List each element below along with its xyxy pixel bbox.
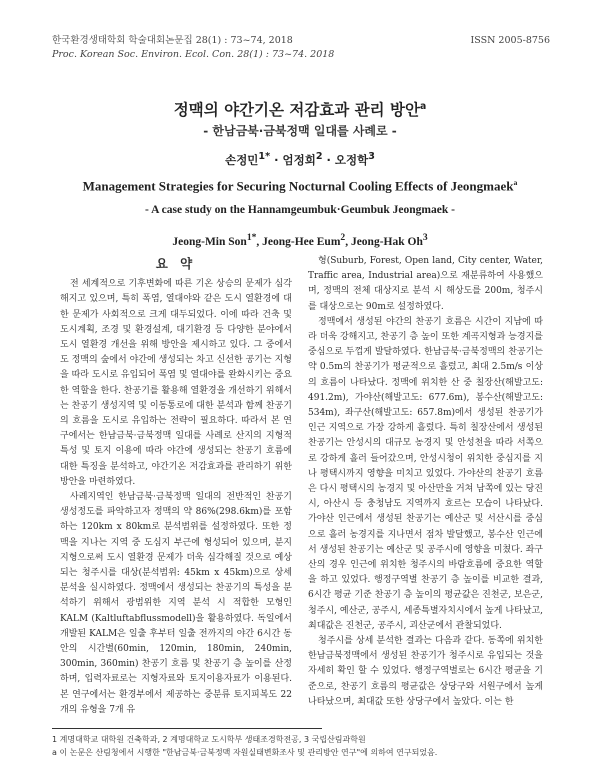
author-name: Jeong-Hak Oh — [350, 235, 423, 248]
title-en-footnote-mark: a — [513, 178, 518, 187]
author-separator: · — [270, 152, 283, 167]
author-affiliation-mark: 1* — [258, 151, 271, 162]
author-name: 손정민 — [225, 152, 259, 167]
footnote: 1 계명대학교 대학원 건축학과, 2 계명대학교 도시학부 생태조경학전공, 3 국립산림과학원 — [52, 735, 366, 744]
author-affiliation-mark: 3 — [422, 232, 428, 243]
author-separator: , — [345, 235, 351, 248]
journal-citation-en: Proc. Korean Soc. Environ. Ecol. Con. 28(1) : 73~74. 2018 — [52, 49, 335, 60]
paper-title-en — [0, 178, 600, 194]
author-affiliation-mark: 1* — [246, 232, 257, 243]
author-separator: · — [322, 152, 335, 167]
paper-subtitle-ko: - 한남금북·금북정맥 일대를 사례로 - — [203, 124, 397, 138]
paper-title-ko — [0, 98, 600, 120]
paper-title-en-text: Management Strategies for Securing Nocturnal Cooling Effects of Jeongmaek — [82, 178, 514, 194]
paper-subtitle-en: - A case study on the Hannamgeumbuk·Geumbuk Jeongmaek - — [145, 204, 455, 216]
journal-citation-ko: 한국환경생태학회 학술대회논문집 28(1) : 73~74, 2018 — [52, 35, 293, 46]
abstract-paragraph: 전 세계적으로 기후변화에 따른 기온 상승의 문제가 심각해지고 있으며, 특히 폭염, 열대야와 같은 도시 열환경에 대한 문제가 사회적으로 크게 대두되었다. 이에 따라 건축 및 도시계획, 조경 및 환경설계, 대기환경 등 다양한 분야에서 도시 열환경 개선을 위해 방안을 제시하고 있다. 그 중에서도 정맥의 숲에서 야간에 생성되는 차고 신선한 공기는 지형을 따라 도시로 유입되어 폭염 및 열대야를 완화시키는 중요한 역할을 한다. 찬공기를 활용해 열환경을 개선하기 위해서는 찬공기 생성지역 및 이동통로에 대한 분석과 함께 찬공기의 흐름을 도시로 유입하는 전략이 필요하다. 따라서 본 연구에서는 한남금북·금북정맥 일대를 사례로 산지의 지형적 특성 및 토지 이용에 따라 야간에 생성되는 찬공기 흐름에 대한 특징을 분석하고, 야간기온 저감효과를 관리하기 위한 방안을 마련하였다. — [60, 279, 292, 487]
author-name: 오정학 — [334, 152, 369, 167]
author-list-en — [0, 232, 600, 248]
abstract-paragraph: 사례지역인 한남금북·금북정맥 일대의 전반적인 찬공기 생성정도를 파악하고자 정맥의 약 86%(298.6km)를 포함하는 120km x 80km로 분석범위를 설정하였다. 또한 정맥을 지나는 지역 중 도심지 부근에 형성되어 있으며, 분지지형으로써 도시 열환경 문제가 더욱 심각해질 것으로 예상되는 청주시를 대상(분석범위: 45km x 45km)으로 상세 분석을 실시하였다. 정맥에서 생성되는 찬공기의 특성을 분석하기 위해서 광범위한 지역 분석 시 적합한 모형인 KALM (Kaltluftabflussmodell)을 활용하였다. 독일에서 개발된 KALM은 일출 후부터 일출 전까지의 야간 6시간 동안의 시간별(60min, 120min, 180min, 240min, 300min, 360min) 찬공기 흐름 및 찬공기 층 높이를 산정하며, 입력자료로는 지형자료와 토지이용자료가 이용된다. 본 연구에서는 환경부에서 제공하는 중분류 토지피복도 22개의 유형을 7개 유 — [60, 492, 292, 715]
issn: ISSN 2005-8756 — [470, 35, 550, 46]
abstract-heading: 요 약 — [155, 256, 197, 271]
abstract-column-left — [60, 254, 292, 718]
footnote-divider — [52, 728, 322, 729]
author-name: Jeong-Hee Eum — [262, 235, 341, 248]
abstract-column-right — [308, 254, 543, 710]
author-affiliation-mark: 2 — [315, 151, 323, 162]
author-name: Jeong-Min Son — [172, 235, 247, 248]
abstract-paragraph: 청주시를 상세 분석한 결과는 다음과 같다. 동쪽에 위치한 한남금북정맥에서 생성된 찬공기가 청주시로 유입되는 것을 자세히 확인 할 수 있었다. 행정구역별로는 6시간 평균을 기준으로, 찬공기 흐름의 평균값은 상당구와 서원구에서 높게 나타났으며, 최대값 또한 상당구에서 높았다. 이는 한 — [308, 636, 543, 707]
footnote: a 이 논문은 산림청에서 시행한 "한남금북·금북정맥 자원실태변화조사 및 관리방안 연구"에 의하여 연구되었음. — [52, 748, 438, 757]
author-list-ko — [0, 151, 600, 168]
abstract-paragraph: 정맥에서 생성된 야간의 찬공기 흐름은 시간이 지남에 따라 더욱 강해지고, 찬공기 층 높이 또한 계곡지형과 능경지를 중심으로 두껍게 발달하였다. 한남금북·금북정맥의 찬공기는 약 0.5m의 찬공기가 평균적으로 흘렀고, 최대 2.5m/s 이상의 흐름이 나타났다. 정맥에 위치한 산 중 칠장산(해발고도: 491.2m), 가야산(해발고도: 677.6m), 봉수산(해발고도: 534m), 좌구산(해발고도: 657.8m)에서 생성된 찬공기가 인근 지역으로 가장 강하게 흘렀다. 특히 칠장산에서 생성된 찬공기는 안성시의 대규모 농경지 및 안성천을 따라 서쪽으로 강하게 흘러 들어갔으며, 안성시청이 위치한 중심지를 지나 평택시까지 영향을 미치고 있었다. 가야산의 찬공기 흐름은 다시 평택시의 농경지 및 아산만을 거쳐 남쪽에 있는 당진시, 아산시 등 충청남도 지역까지 흐르는 모습이 나타났다. 가야산 인근에서 생성된 찬공기는 예산군 및 서산시를 중심으로 흘러 농경지를 지나면서 점차 발달했고, 봉수산 인근에서 생성된 찬공기는 예산군 및 공주시에 영향을 미쳤다. 좌구산의 경우 인근에 위치한 청주시의 바람흐름에 중요한 역할을 하고 있었다. 행정구역별 찬공기 층 높이를 비교한 결과, 6시간 평균 기준 찬공기 층 높이의 평균값은 진천군, 보은군, 청주시, 예산군, 공주시, 세종특별자치시에서 높게 나타났고, 최대값은 진천군, 공주시, 괴산군에서 관찰되었다. — [308, 316, 543, 631]
title-ko-footnote-mark: a — [419, 100, 427, 112]
abstract-paragraph: 형(Suburb, Forest, Open land, City center, Water, Traffic area, Industrial area)으로 재분류하여 사용했으며, 정맥의 전체 대상지로 분석 시 해상도를 200m, 청주시를 대상으로는 90m로 설정하였다. — [308, 256, 543, 312]
author-affiliation-mark: 3 — [368, 151, 375, 162]
running-header — [52, 34, 550, 62]
author-affiliation-mark: 2 — [340, 232, 346, 243]
author-name: 엄정희 — [282, 152, 316, 167]
footnotes — [52, 733, 552, 759]
author-separator: , — [256, 235, 263, 248]
paper-title-ko-text: 정맥의 야간기온 저감효과 관리 방안 — [173, 101, 420, 119]
